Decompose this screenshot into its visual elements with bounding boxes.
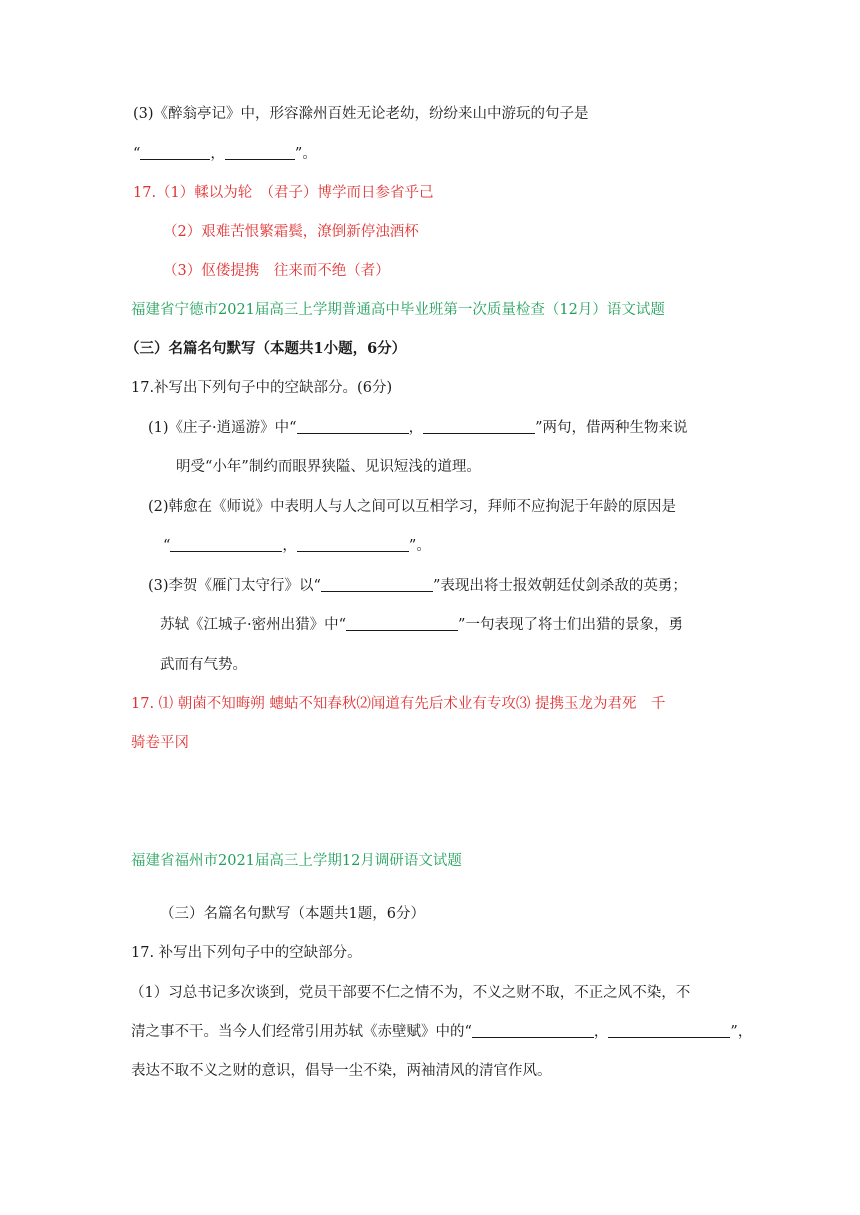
- question-line: （1）习总书记多次谈到，党员干部要不仁之情不为，不义之财不取，不正之风不染，不: [130, 985, 691, 1001]
- question-line: 明受“小年”制约而眼界狭隘、见识短浅的道理。: [176, 459, 481, 475]
- quote-close: ”。: [408, 538, 431, 554]
- text-segment: 苏轼《江城子·密州出猎》中“: [160, 617, 347, 633]
- question-line: (2)韩愈在《师说》中表明人与人之间可以互相学习，拜师不应拘泥于年龄的原因是: [148, 499, 677, 515]
- section-heading: （三）名篇名句默写（本题共1小题，6分）: [125, 340, 407, 357]
- section-heading: （三）名篇名句默写（本题共1题，6分）: [160, 906, 425, 922]
- answer-line: （3）伛偻提携 往来而不绝（者）: [163, 263, 390, 279]
- answer-line: 骑卷平冈: [131, 735, 189, 751]
- answer-blank: [608, 1023, 730, 1038]
- quote-close: ”。: [294, 146, 317, 162]
- question-line: [160, 615, 683, 635]
- source-title: 福建省宁德市2021届高三上学期普通高中毕业班第一次质量检查（12月）语文试题: [131, 302, 665, 318]
- text-segment: ”一句表现了将士们出猎的景象，勇: [458, 617, 683, 633]
- text-segment: ”两句，借两种生物来说: [535, 420, 688, 436]
- text-segment: 清之事不干。当今人们经常引用苏轼《赤壁赋》中的“: [131, 1024, 472, 1040]
- quote-open: “: [163, 538, 171, 554]
- fill-blank-line: [163, 536, 431, 556]
- answer-blank: [472, 1023, 594, 1038]
- text-segment: (3)李贺《雁门太守行》以“: [148, 578, 321, 594]
- answer-blank: [297, 419, 409, 434]
- text-segment: (1)《庄子·逍遥游》中“: [148, 420, 297, 436]
- question-text: (3)《醉翁亭记》中，形容滁州百姓无论老幼，纷纷来山中游玩的句子是: [133, 106, 589, 122]
- answer-line: 17. ⑴ 朝菌不知晦朔 蟪蛄不知春秋⑵闻道有先后术业有专攻⑶ 提携玉龙为君死 千: [131, 696, 666, 712]
- question-line: 表达不取不义之财的意识，倡导一尘不染，两袖清风的清官作风。: [131, 1063, 552, 1079]
- separator: ，: [408, 420, 424, 436]
- quote-open: “: [133, 146, 141, 162]
- separator: ，: [282, 538, 297, 554]
- answer-blank: [140, 145, 210, 160]
- source-title: 福建省福州市2021届高三上学期12月调研语文试题: [131, 853, 462, 869]
- answer-blank: [170, 537, 282, 552]
- separator: ，: [593, 1024, 609, 1040]
- quote-close: ”，: [730, 1024, 753, 1040]
- fill-blank-line: [133, 144, 317, 164]
- question-line: 武而有气势。: [160, 657, 247, 673]
- question-line: [131, 1022, 752, 1042]
- answer-line: 17.（1）輮以为轮 （君子）博学而日参省乎己: [133, 185, 434, 201]
- answer-blank: [225, 145, 295, 160]
- answer-blank: [346, 616, 458, 631]
- answer-blank: [321, 577, 433, 592]
- answer-blank: [297, 537, 409, 552]
- text-segment: ”表现出将士报效朝廷仗剑杀敌的英勇；: [432, 578, 687, 594]
- answer-blank: [423, 419, 535, 434]
- question-intro: 17. 补写出下列句子中的空缺部分。: [131, 945, 362, 961]
- question-line: [148, 418, 687, 438]
- question-line: [148, 576, 687, 596]
- separator: ，: [210, 146, 225, 162]
- question-intro: 17.补写出下列句子中的空缺部分。(6分): [131, 380, 393, 396]
- answer-line: （2）艰难苦恨繁霜鬓，潦倒新停浊酒杯: [163, 224, 419, 240]
